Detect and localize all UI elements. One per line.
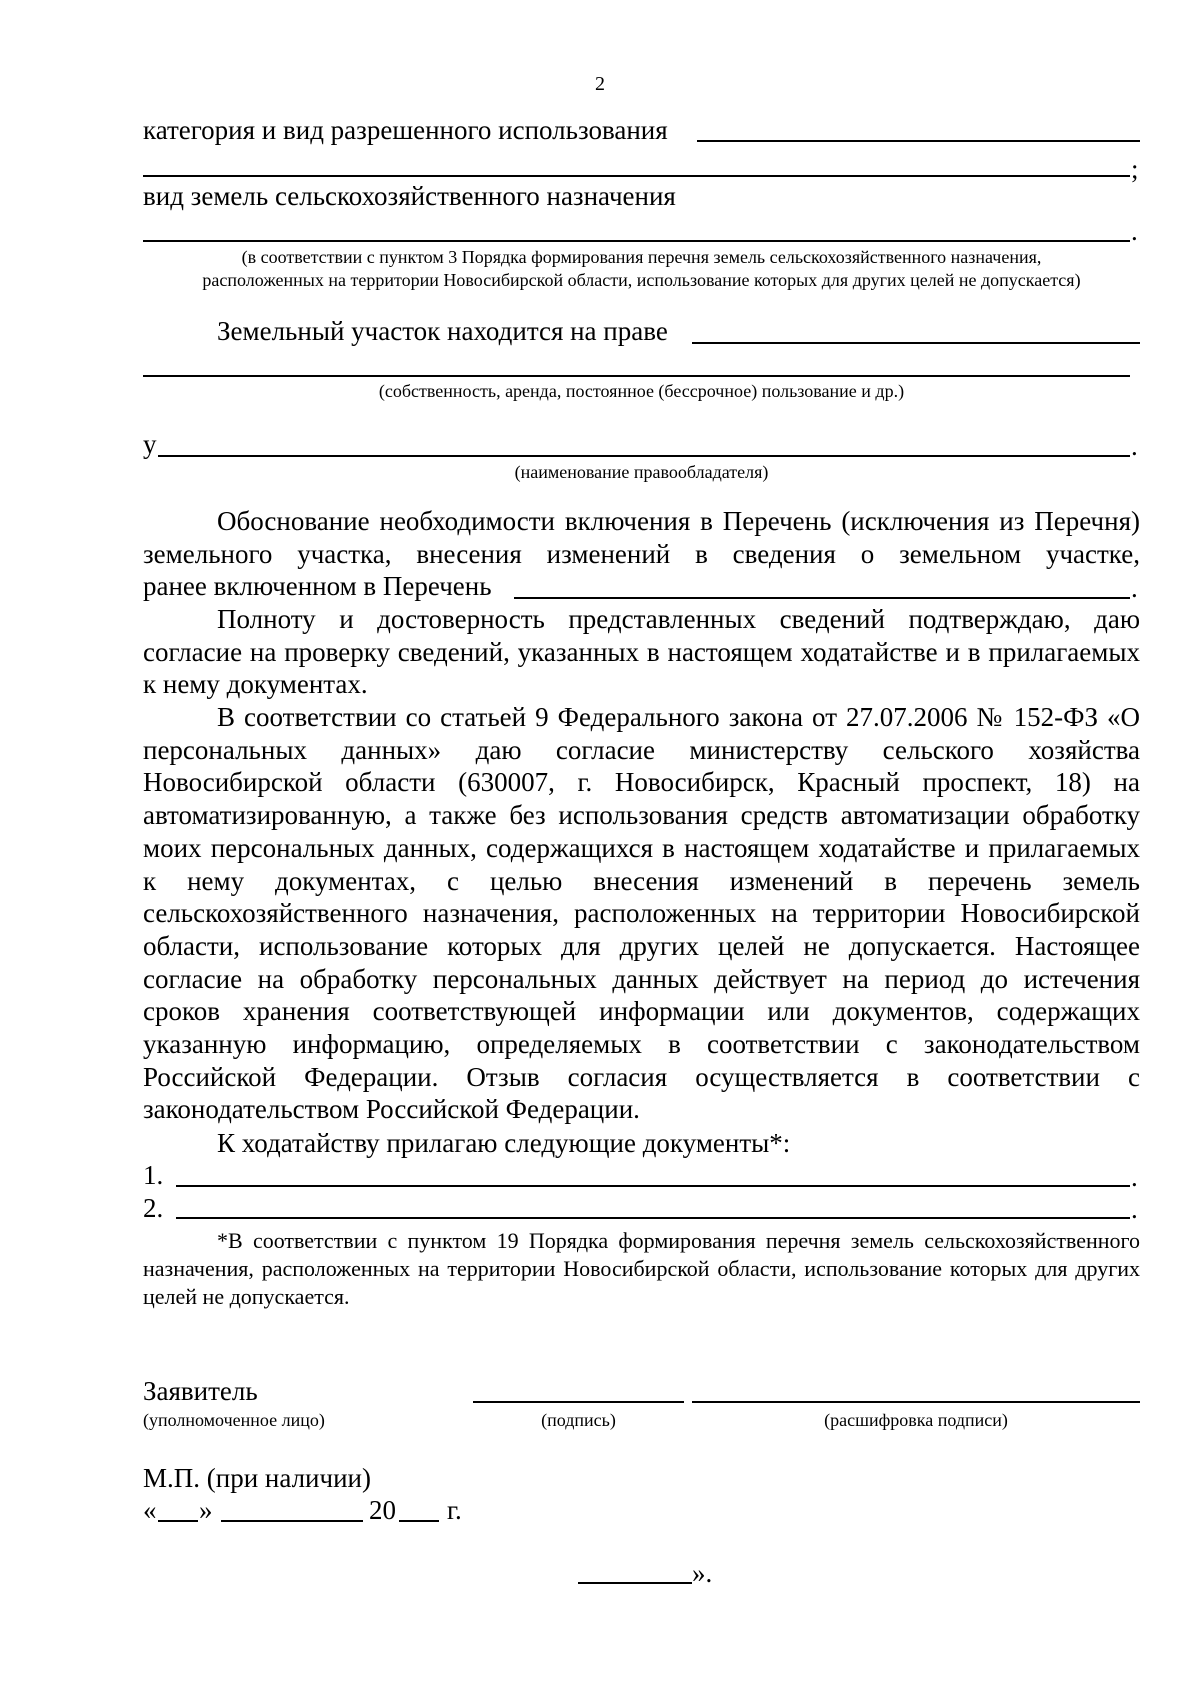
holder-field[interactable] (158, 455, 1130, 457)
land-type-line (143, 180, 1140, 212)
page-number: 2 (595, 73, 605, 95)
applicant-label: Заявитель (143, 1376, 258, 1406)
land-type-period: . (1131, 216, 1138, 246)
date-month-field[interactable] (221, 1520, 363, 1522)
attachment-field-1[interactable] (176, 1185, 1130, 1187)
footnote-text: *В соответствии с пунктом 19 Порядка формирования перечня земель сельскохозяйственного назначения, расположенных на территории Новосибирской области, использование которых для других целей не допускается. (143, 1228, 1140, 1309)
justification-period: . (1131, 573, 1138, 603)
justification-paragraph (143, 505, 1140, 570)
signature-decode-note: (расшифровка подписи) (824, 1410, 1008, 1430)
holder-note: (наименование правообладателя) (514, 462, 769, 482)
consent-paragraph (143, 701, 1140, 1126)
attachment-row-2 (143, 1192, 1140, 1224)
land-type-field[interactable] (143, 240, 1130, 242)
land-type-note-2: расположенных на территории Новосибирской области, использование которых для других целей не допускается) (202, 270, 1081, 290)
attachment-number-2: 2. (143, 1193, 164, 1223)
justification-field[interactable] (514, 597, 1130, 599)
signature-decode-field[interactable] (692, 1401, 1140, 1403)
attachment-period-1: . (1131, 1162, 1138, 1192)
justification-text-end: ранее включенном в Перечень (143, 571, 492, 601)
semicolon: ; (1131, 154, 1139, 184)
category-field[interactable] (697, 140, 1140, 142)
right-note: (собственность, аренда, постоянное (бессрочное) пользование и др.) (378, 381, 905, 401)
land-type-note-1: (в соответствии с пунктом 3 Порядка формирования перечня земель сельскохозяйственного назначения, (241, 247, 1042, 267)
applicant-note: (уполномоченное лицо) (143, 1410, 325, 1430)
category-label: категория и вид разрешенного использования (143, 115, 668, 145)
attachment-period-2: . (1131, 1194, 1138, 1224)
signature-note: (подпись) (541, 1410, 616, 1430)
attachments-intro: К ходатайству прилагаю следующие документы*: (217, 1128, 791, 1158)
footnote-paragraph (143, 1227, 1140, 1311)
attachment-number-1: 1. (143, 1160, 164, 1190)
closing-field[interactable] (578, 1582, 692, 1584)
holder-period: . (1131, 431, 1138, 461)
date-close-quote: » (199, 1495, 213, 1525)
signature-field[interactable] (473, 1401, 684, 1403)
date-year-suffix: г. (447, 1495, 462, 1525)
right-field-continued[interactable] (143, 375, 1130, 377)
holder-prefix: у (143, 429, 157, 459)
date-year-field[interactable] (399, 1520, 439, 1522)
justification-text: Обоснование необходимости включения в Перечень (исключения из Перечня) земельного участка, внесения изменений в сведения о земельном участке, (143, 506, 1140, 569)
closing-mark: ». (692, 1558, 713, 1588)
consent-text: В соответствии со статьей 9 Федерального закона от 27.07.2006 № 152-ФЗ «О персональных данных» даю согласие министерству сельского хозяйства Новосибирской области (630007, г. Новосибирск, Красный проспект, 18) на автоматизированную, а также без использования средств автоматизации обработку моих персональных данных, содержащихся в настоящем ходатайстве и прилагаемых к нему документах, с целью внесения изменений в перечень земель сельскохозяйственного назначения, расположенных на территории Новосибирской области, использование которых для других целей не допускается. Настоящее согласие на обработку персональных данных действует на период до истечения сроков хранения соответствующей информации или документов, содержащих указанную информацию, определяемых в соответствии с законодательством Российской Федерации. Отзыв согласия осуществляется в соответствии с законодательством Российской Федерации. (143, 702, 1140, 1125)
date-open-quote: « (143, 1495, 157, 1525)
date-day-field[interactable] (158, 1520, 198, 1522)
date-year-prefix: 20 (369, 1495, 396, 1525)
right-field[interactable] (692, 342, 1140, 344)
seal-label: М.П. (при наличии) (143, 1463, 371, 1493)
category-field-continued[interactable] (143, 175, 1130, 177)
seal-line (143, 1462, 1140, 1494)
attachment-field-2[interactable] (176, 1217, 1130, 1219)
completeness-text: Полноту и достоверность представленных сведений подтверждаю, даю согласие на проверку сведений, указанных в настоящем ходатайстве и в прилагаемых к нему документах. (143, 604, 1140, 700)
attachments-intro-line (143, 1127, 1140, 1159)
right-label: Земельный участок находится на праве (217, 316, 668, 346)
completeness-paragraph (143, 603, 1140, 701)
land-type-label: вид земель сельскохозяйственного назначения (143, 181, 676, 211)
